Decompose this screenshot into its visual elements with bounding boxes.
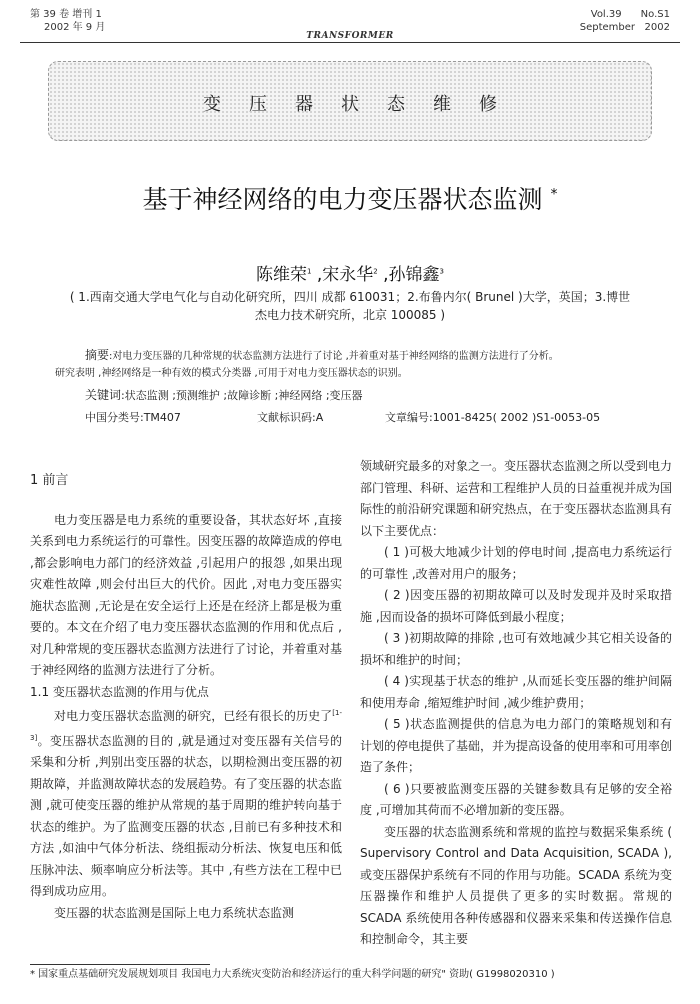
author-list: 陈维荣$^1$ ,宋永华$^2$ ,孙锦鑫$^3$ xyxy=(255,265,445,285)
left-column xyxy=(30,462,342,924)
title-footnote-mark: * xyxy=(550,186,558,203)
article-id: :1001-8425( 2002 )S1-0053-05 xyxy=(429,411,601,424)
paper-title-text: 基于神经网络的电力变压器状态监测 xyxy=(142,185,543,214)
subsection-heading: 1.1 变压器状态监测的作用与优点 xyxy=(30,684,209,699)
doc-code: :A xyxy=(312,411,324,424)
paragraph: 领域研究最多的对象之一。变压器状态监测之所以受到电力部门管理、科研、运营和工程维护人员的日益重视并成为国际性的前沿研究课题和研究热点，在于变压器状态监测具有以下主要优点： xyxy=(360,459,673,538)
list-item: ( 6 )只要被监测变压器的关键参数具有足够的安全裕度 ,可增加其荷而不必增加新的变压器。 xyxy=(360,781,672,817)
citation-ref[interactable]: [1-3] xyxy=(30,709,342,742)
journal-volume: 第 39 卷 增刊 1 xyxy=(30,9,102,20)
author-name: 孙锦鑫 xyxy=(388,265,440,285)
author-affil-mark: 1 xyxy=(306,267,312,276)
author-name: 宋永华 xyxy=(322,265,374,285)
paragraph: 电力变压器是电力系统的重要设备，其状态好坏 ,直接关系到电力系统运行的可靠性。因变压器的故障造成的停电 ,都会影响电力部门的经济效益 ,引起用户的报怨 ,如果出现灾难性故障 ,则会付出巨大的代价。因此 ,对电力变压器实施状态监测 ,无论是在安全运行上还是在经济上都是极为重要的。本文在介绍了电力变压器状态监测的作用和优点后 ,对几种常规的变压器状态监测方法进行了讨论，并着重对基于神经网络的监测方法进行了分析。 xyxy=(30,512,343,677)
paragraph-text: 对电力变压器状态监测的研究，已经有很长的历史了 xyxy=(54,709,333,723)
section-banner-text: 变压器状态维修 xyxy=(203,94,525,115)
paper-title xyxy=(0,180,700,216)
list-item: ( 4 )实现基于状态的维护 ,从而延长变压器的维护间隔和使用寿命 ,缩短维护时间 ,减少维护费用； xyxy=(360,674,672,710)
list-item: ( 3 )初期故障的排除 ,也可有效地减少其它相关设备的损坏和维护的时间； xyxy=(360,631,672,667)
abstract xyxy=(55,347,655,382)
journal-volume-en: Vol.39 No.S1 xyxy=(590,9,670,20)
section-heading: 1 前言 xyxy=(30,473,69,488)
journal-name: TRANSFORMER xyxy=(306,31,394,41)
right-column xyxy=(360,456,672,951)
keywords-label: 关键词 xyxy=(85,388,122,402)
list-item: ( 5 )状态监测提供的信息为电力部门的策略规划和有计划的停电提供了基础，并为提高设备的使用率和可用率创造了条件； xyxy=(360,717,673,774)
doc-code-label: 文献标识码 xyxy=(257,411,312,424)
keywords-text: :状态监测 ;预测维护 ;故障诊断 ;神经网络 ;变压器 xyxy=(121,389,363,402)
abstract-label: 摘要 xyxy=(85,348,110,362)
author-name: 陈维荣 xyxy=(255,265,307,285)
author-affil-mark: 3 xyxy=(439,267,445,276)
journal-date: 2002 年 9 月 xyxy=(44,22,106,33)
keywords xyxy=(85,386,665,403)
paragraph xyxy=(30,703,342,903)
paragraph: 变压器的状态监测系统和常规的监控与数据采集系统 ( Supervisory Control and Data Acquisition, SCADA ),或变压器保护系统有不同的作用与功能。SCADA 系统为变压器操作和维护人员提供了更多的实时数据。常规的 SCADA 系统使用各种传感器和仪器来采集和传送操作信息和控制命令，其主要 xyxy=(360,824,672,946)
footnote-rule xyxy=(30,964,210,965)
author-affil-mark: 2 xyxy=(373,267,378,276)
affiliation-line: 杰电力技术研究所，北京 100085 ) xyxy=(254,308,446,322)
footnote: * 国家重点基础研究发展规划项目 我国电力大系统灾变防治和经济运行的重大科学问题的研究" 资助( G1998020310 ) xyxy=(30,969,555,980)
journal-date-en: September 2002 xyxy=(579,22,670,33)
article-id-label: 文章编号 xyxy=(385,411,429,424)
affiliation xyxy=(30,288,670,324)
abstract-text: 研究表明 ,神经网络是一种有效的模式分类器 ,可用于对电力变压器状态的识别。 xyxy=(55,368,408,379)
header-rule xyxy=(20,42,680,43)
paragraph-text: 。变压器状态监测的目的 ,就是通过对变压器有关信号的采集和分析 ,判别出变压器的状态，以期检测出变压器的初期故障，并监测故障状态的发展趋势。有了变压器的状态监测 ,就可使变压器的维护从常规的基于周期的维护转向基于状态的维护。为了监测变压器的状态 ,目前已有多种技术和方法 ,如油中气体分析法、绕组振动分析法、恢复电压和低压脉冲法、频率响应分析法等。其中 ,有些方法在工程中已得到成功应用。 xyxy=(30,733,343,898)
classification-line xyxy=(85,409,665,425)
paragraph: 变压器的状态监测是国际上电力系统状态监测 xyxy=(54,905,295,920)
list-item: ( 1 )可极大地减少计划的停电时间 ,提高电力系统运行的可靠性 ,改善对用户的服务； xyxy=(360,545,672,581)
abstract-text: :对电力变压器的几种常规的状态监测方法进行了讨论 ,并着重对基于神经网络的监测方法进行了分析。 xyxy=(109,351,559,362)
affiliation-line: ( 1.西南交通大学电气化与自动化研究所，四川 成都 610031；2.布鲁内尔( Brunel )大学，英国；3.博世 xyxy=(69,290,631,304)
clc-code: :TM407 xyxy=(140,411,181,424)
clc-label: 中国分类号 xyxy=(85,411,140,424)
list-item: ( 2 )因变压器的初期故障可以及时发现并及时采取措施 ,因而设备的损坏可降低到最小程度； xyxy=(360,588,672,624)
section-banner xyxy=(48,61,652,141)
